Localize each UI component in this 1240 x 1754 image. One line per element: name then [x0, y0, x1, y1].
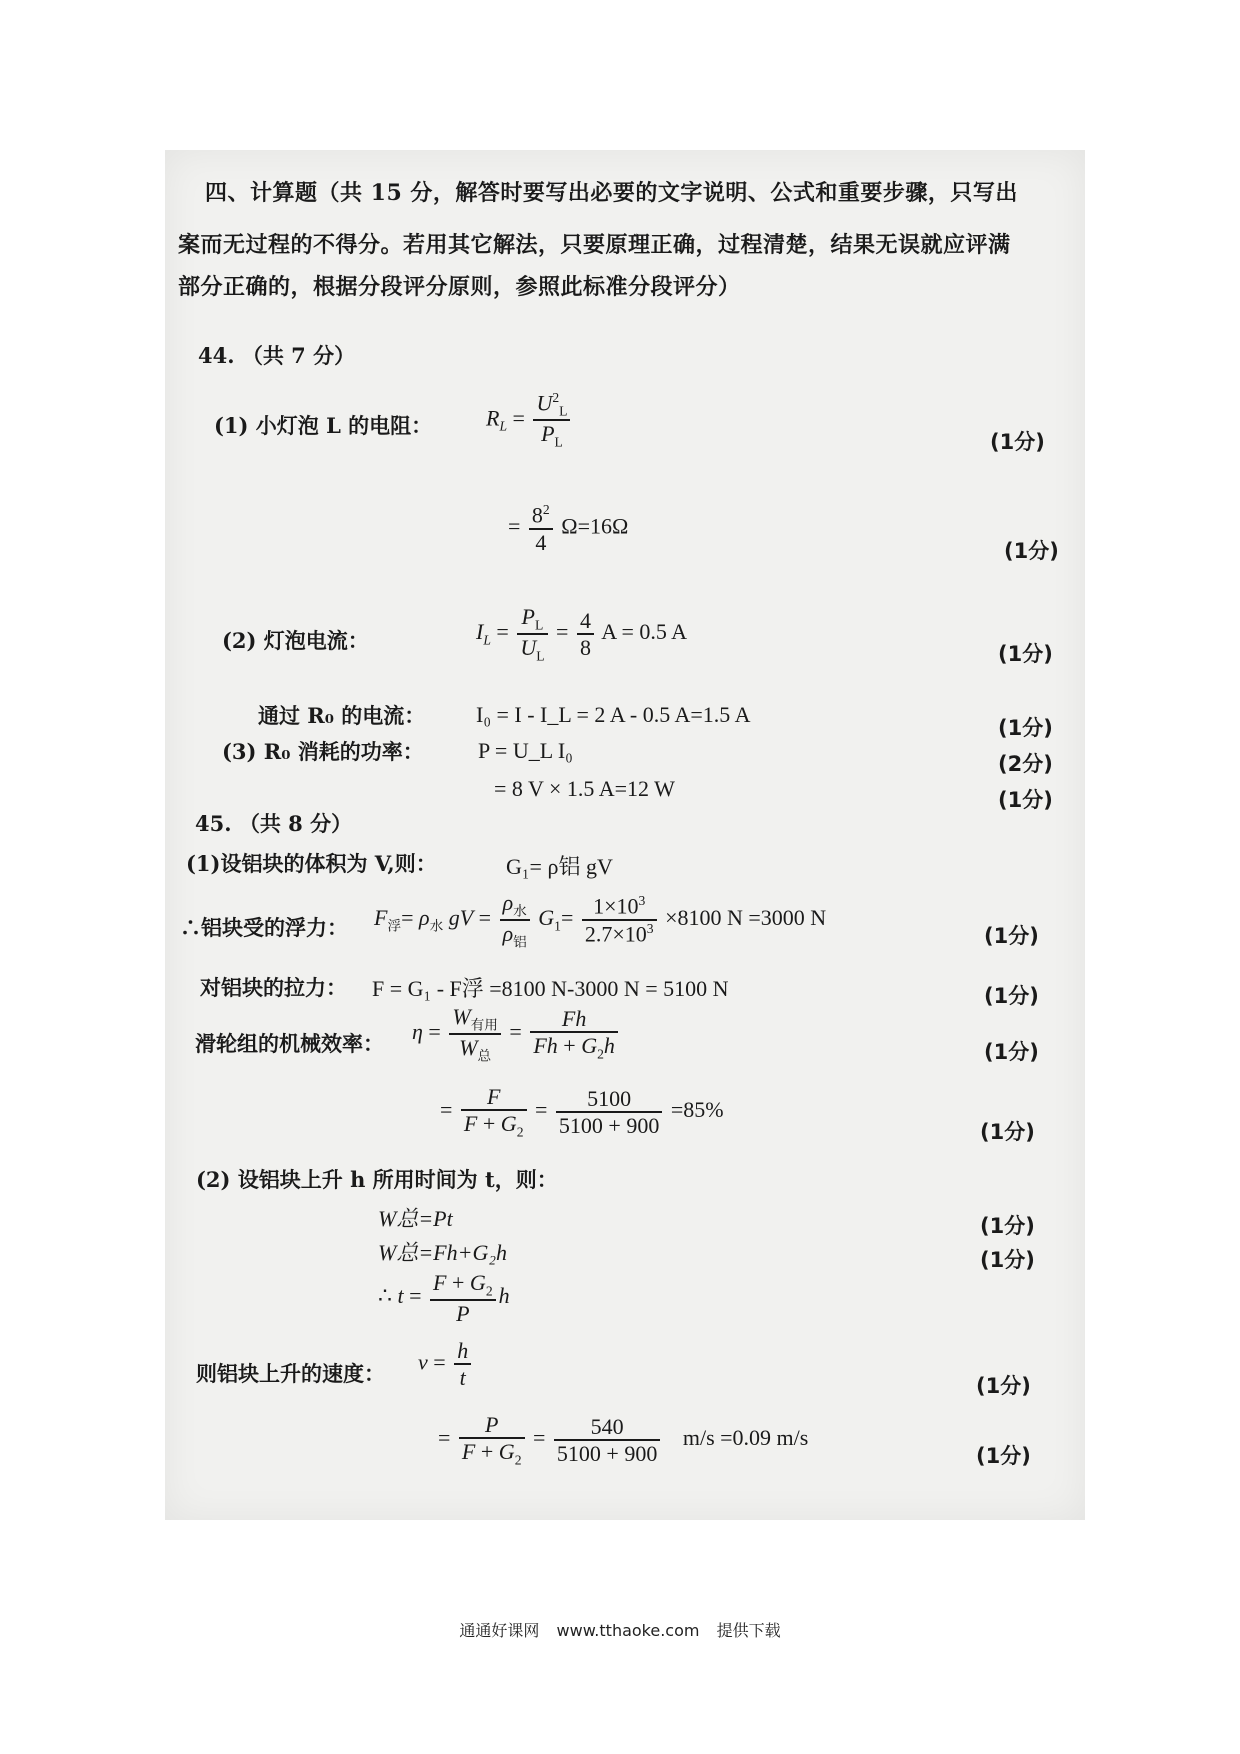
fraction-pl-over-ul: $\frac{P_L}{U_L}$ [517, 604, 547, 664]
section-header-line-3: 部分正确的，根据分段评分原则，参照此标准分段评分） [178, 274, 741, 300]
q44-resistance-calc: = $\frac{8^2}{4}$ Ω=16Ω [508, 502, 629, 555]
q44-part2-label: (2) 灯泡电流： [222, 628, 369, 653]
q44-score-4: (1分) [998, 716, 1053, 740]
q44-score-2: (1分) [1004, 539, 1059, 563]
q44-score-1: (1分) [990, 430, 1045, 454]
q45-score-1: (1分) [984, 924, 1039, 948]
footer-suffix: 提供下载 [716, 1621, 781, 1640]
q44-resistance-result: Ω=16Ω [561, 513, 629, 539]
q45-speed-calc: = $\frac{P}{F + G_2}$ = $\frac{540}{5100 + 900}$ m/s =0.09 m/s [438, 1412, 809, 1468]
q45-score-3: (1分) [984, 1040, 1039, 1064]
q45-buoyancy-label: ∴铝块受的浮力： [180, 915, 348, 940]
fraction-w-useful-over-w-total: $\frac{W_{有用}}{W_总}$ [449, 1004, 501, 1064]
q45-score-4: (1分) [980, 1120, 1035, 1144]
q45-step2-label: (2) 设铝块上升 h 所用时间为 t，则： [196, 1167, 558, 1192]
q45-efficiency-result: =85% [670, 1097, 724, 1123]
fraction-rho-water-over-rho-al: $\frac{\rho_水}{\rho_铝}$ [500, 890, 530, 950]
footer-url[interactable]: www.tthaoke.com [556, 1621, 700, 1640]
fraction-5100-over-6000: $\frac{5100}{5100 + 900}$ [556, 1086, 662, 1139]
q44-part1-label: (1) 小灯泡 L 的电阻： [214, 413, 433, 438]
q45-score-7: (1分) [976, 1374, 1031, 1398]
q44-power-eq-1: P = U_L I₀ [478, 738, 573, 763]
page-footer [0, 1618, 1240, 1641]
fraction-p-over-f-plus-g2: $\frac{P}{F + G_2}$ [459, 1412, 525, 1468]
fraction-f-over-f-plus-g2: $\frac{F}{F + G_2}$ [461, 1084, 527, 1140]
section-header-line-2: 案而无过程的不得分。若用其它解法，只要原理正确，过程清楚，结果无误就应评满 [178, 232, 1011, 258]
fraction-f-plus-g2-over-p: $\frac{F + G_2}{P}$ [430, 1270, 496, 1326]
fraction-fh-over-fh-plus-g2h: $\frac{Fh}{Fh + G_2h}$ [530, 1006, 618, 1062]
fraction-density-ratio: $\frac{1\times 10^3}{2.7\times 10^3}$ [582, 893, 657, 946]
q45-score-8: (1分) [976, 1444, 1031, 1468]
fraction-ul2-over-pl: $\frac{U^2_L}{P_L}$ [533, 390, 570, 450]
q45-work-total-1: W总=Pt [378, 1206, 453, 1231]
footer-site-name: 通通好课网 [459, 1621, 540, 1640]
q45-score-2: (1分) [984, 984, 1039, 1008]
q45-pull-eq: F = G₁ - F浮 =8100 N-3000 N = 5100 N [372, 976, 729, 1001]
q45-buoyancy-result: ×8100 N =3000 N [665, 905, 827, 931]
q44-part3-label: (3) R₀ 消耗的功率： [222, 739, 424, 764]
q44-title: 44. （共 7 分） [198, 343, 356, 368]
q45-work-total-2: W总=Fh+G₂h [378, 1240, 507, 1265]
q45-efficiency-calc: = $\frac{F}{F + G_2}$ = $\frac{5100}{5100 + 900}$ =85% [440, 1084, 724, 1140]
fraction-4-over-8: $\frac{4}{8}$ [577, 608, 594, 661]
q44-current-result: A = 0.5 A [601, 619, 688, 645]
q45-efficiency-label: 滑轮组的机械效率： [195, 1031, 384, 1056]
q44-score-6: (1分) [998, 788, 1053, 812]
q44-resistance-formula: $R_L$ = $\frac{U^2_L}{P_L}$ [486, 390, 573, 450]
q44-r0-current-eq: I₀ = I - I_L = 2 A - 0.5 A=1.5 A [476, 702, 751, 727]
q45-step1-label: (1)设铝块的体积为 V,则： [186, 851, 437, 876]
q45-buoyancy-formula: $F_浮= \rho_水$ gV = $\frac{\rho_水}{\rho_铝}$ $G_1=$ $\frac{1\times 10^3}{2.7\times 10^3}$ ×8100 N =3000 N [374, 890, 827, 950]
q45-pull-label: 对铝块的拉力： [200, 975, 347, 1000]
q44-current-formula: $I_L$ = $\frac{P_L}{U_L}$ = $\frac{4}{8}$ A = 0.5 A [476, 604, 688, 664]
q45-score-5: (1分) [980, 1214, 1035, 1238]
q45-speed-formula: v = $\frac{h}{t}$ [418, 1338, 474, 1391]
q45-title: 45. （共 8 分） [195, 811, 353, 836]
q45-speed-result: m/s =0.09 m/s [682, 1425, 809, 1451]
q44-power-eq-2: = 8 V × 1.5 A=12 W [494, 776, 675, 801]
fraction-540-over-6000: $\frac{540}{5100 + 900}$ [554, 1414, 660, 1467]
q44-r0-current-label: 通过 R₀ 的电流： [258, 703, 426, 728]
q45-time-formula: ∴ t = $\frac{F + G_2}{P}$ h [378, 1270, 510, 1327]
section-header-line-1: 四、计算题（共 15 分，解答时要写出必要的文字说明、公式和重要步骤，只写出 [205, 180, 1018, 206]
fraction-8sq-over-4: $\frac{8^2}{4}$ [529, 502, 553, 555]
q44-score-3: (1分) [998, 642, 1053, 666]
q45-score-6: (1分) [980, 1248, 1035, 1272]
q45-weight-eq: G₁= ρ铝 gV [506, 854, 613, 879]
q45-efficiency-formula: η = $\frac{W_{有用}}{W_总}$ = $\frac{Fh}{Fh + G_2h}$ [412, 1004, 621, 1064]
q45-speed-label: 则铝块上升的速度： [196, 1361, 385, 1386]
fraction-h-over-t: $\frac{h}{t}$ [454, 1338, 471, 1391]
q44-score-5: (2分) [998, 752, 1053, 776]
